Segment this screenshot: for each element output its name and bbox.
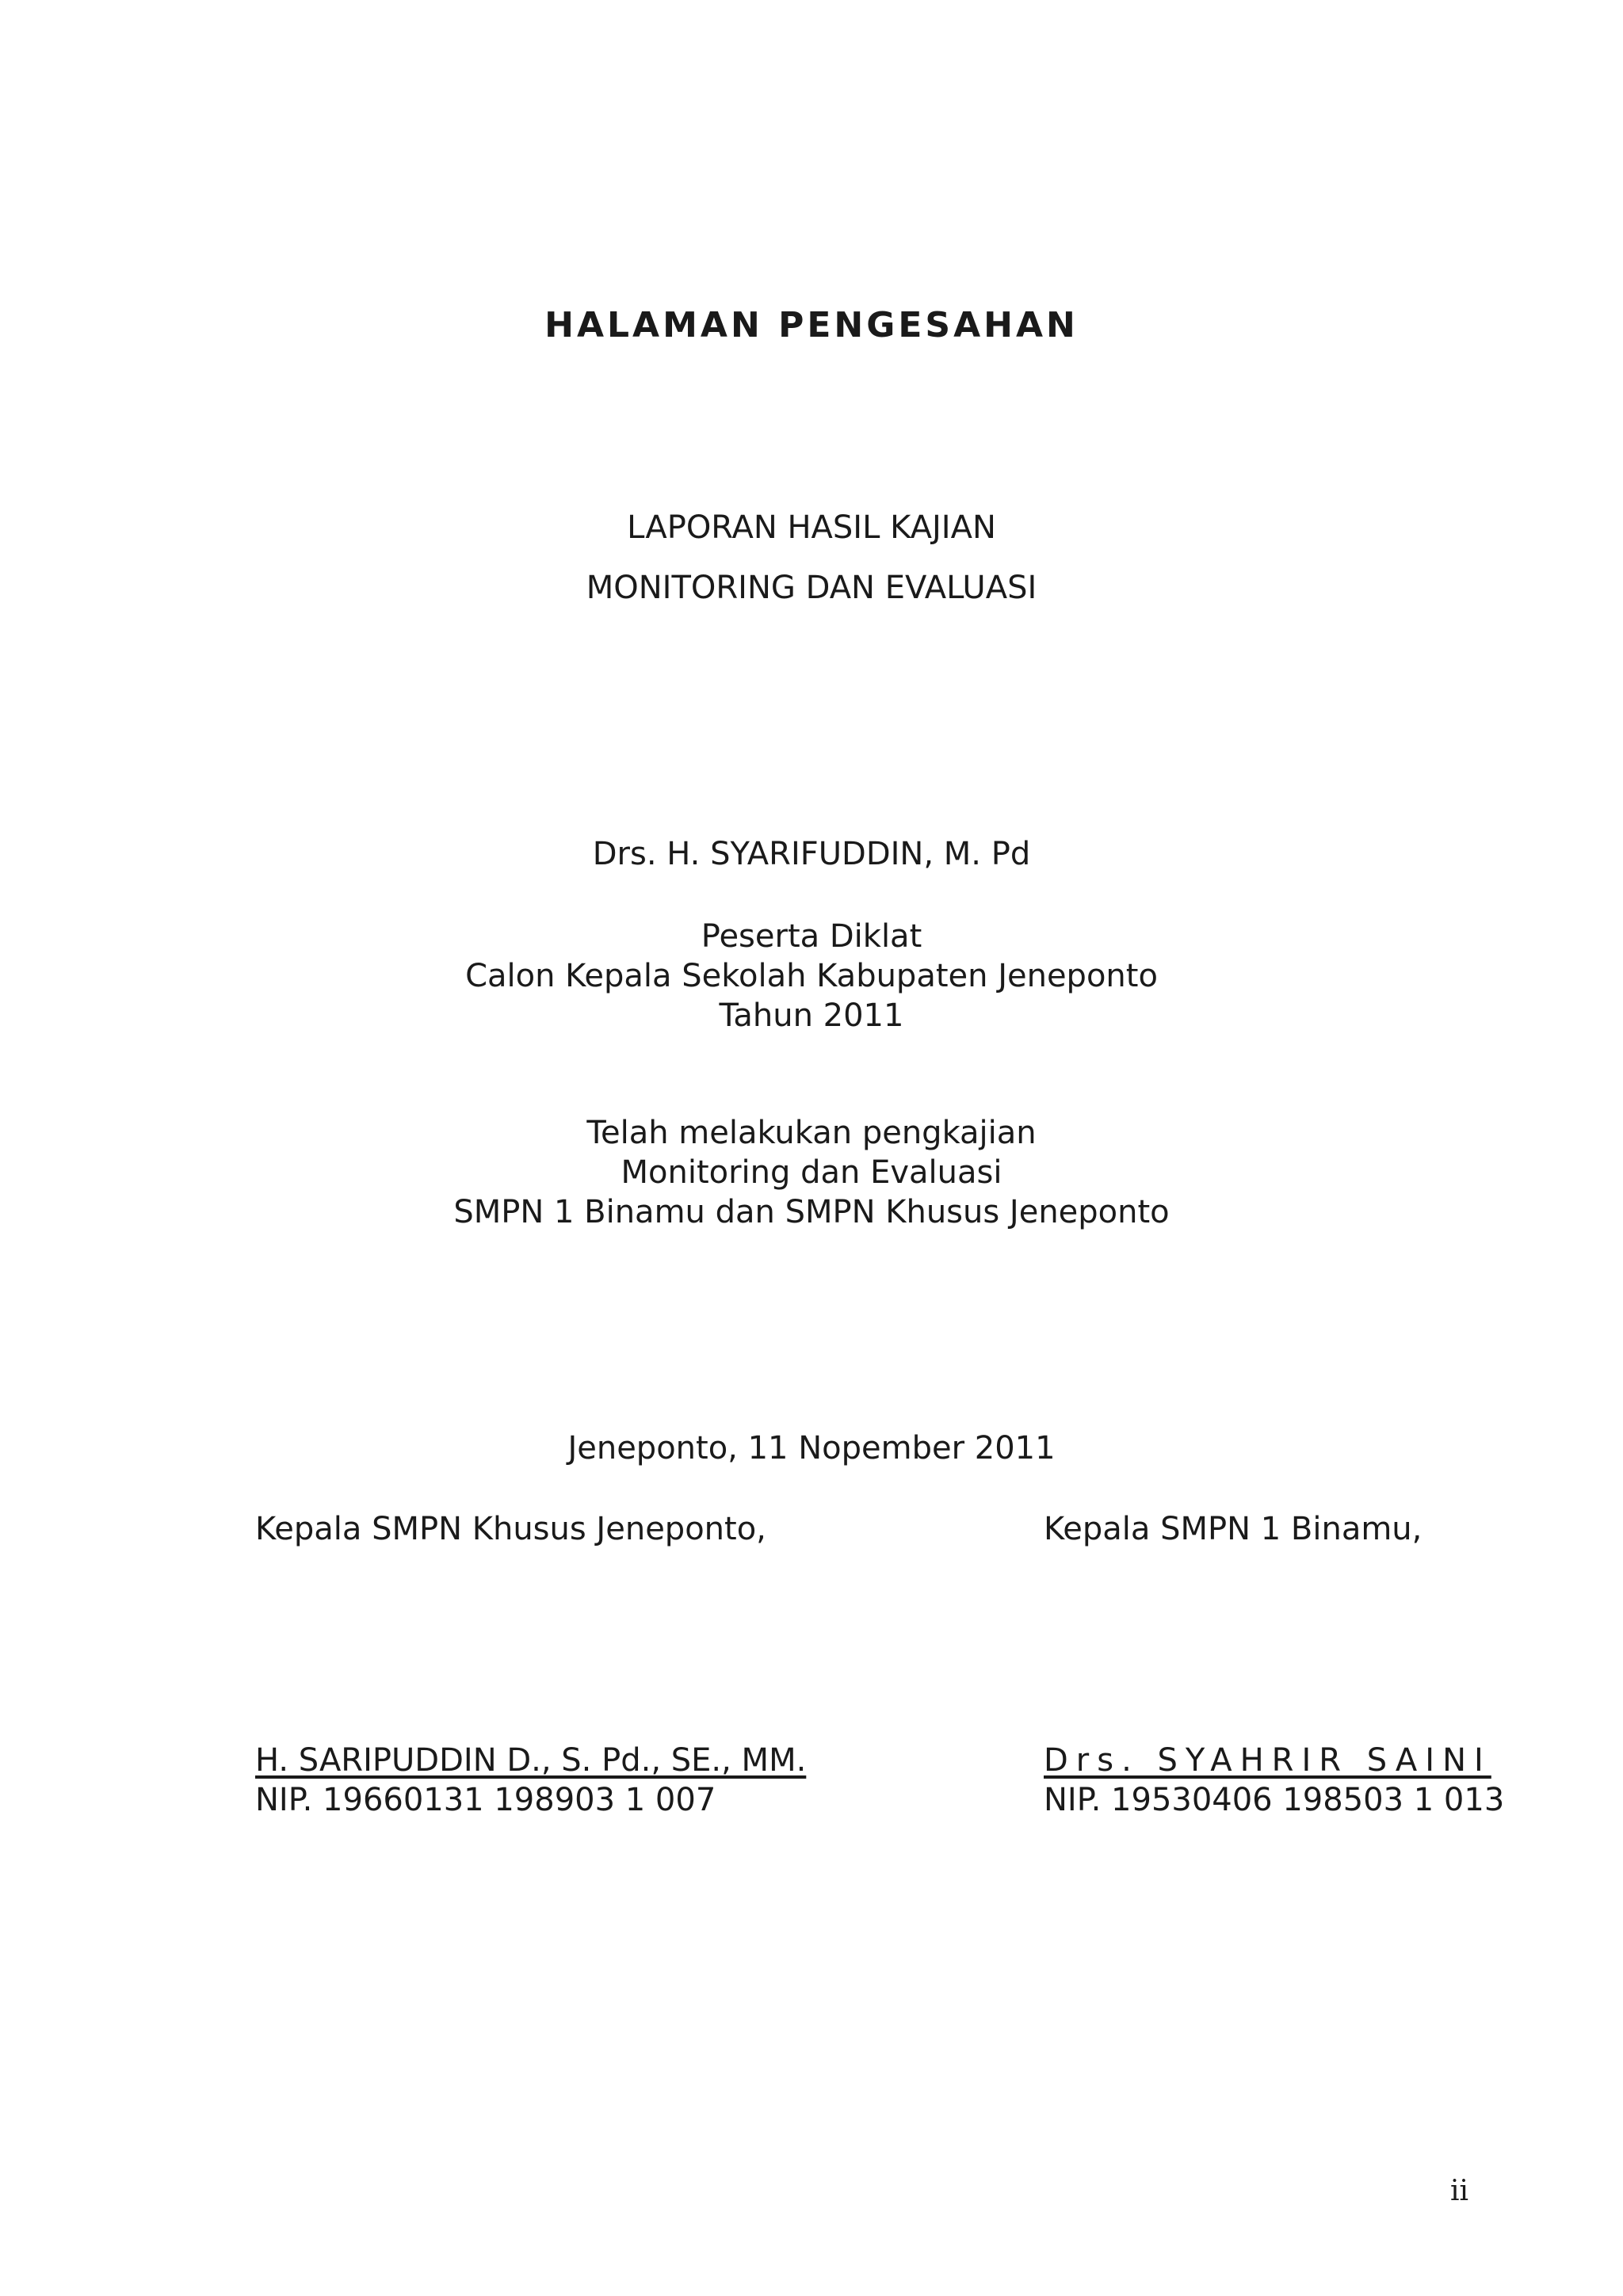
right-signatory: [1044, 1741, 1504, 1820]
right-signatory-role: Kepala SMPN 1 Binamu,: [1044, 1511, 1423, 1547]
activity-line-1: Telah melakukan pengkajian: [586, 1115, 1037, 1151]
participant-block: [0, 917, 1623, 1035]
activity-line-2: Monitoring dan Evaluasi: [621, 1154, 1002, 1191]
report-title-block: [0, 498, 1623, 618]
author-name: Drs. H. SYARIFUDDIN, M. Pd: [592, 836, 1031, 872]
activity-block: [0, 1113, 1623, 1232]
participant-line-2: Calon Kepala Sekolah Kabupaten Jeneponto: [465, 958, 1158, 994]
report-title-line-2: MONITORING DAN EVALUASI: [586, 570, 1037, 606]
participant-line-3: Tahun 2011: [719, 997, 904, 1034]
participant-line-1: Peserta Diklat: [701, 918, 922, 955]
page-number: ii: [1450, 2175, 1469, 2207]
right-signatory-name: Drs. SYAHRIR SAINI: [1044, 1742, 1491, 1779]
report-title-line-1: LAPORAN HASIL KAJIAN: [627, 509, 996, 546]
page-title: HALAMAN PENGESAHAN: [544, 305, 1079, 345]
left-signatory: [255, 1741, 806, 1820]
place-date: Jeneponto, 11 Nopember 2011: [567, 1430, 1056, 1466]
right-signatory-nip: NIP. 19530406 198503 1 013: [1044, 1782, 1505, 1818]
activity-line-3: SMPN 1 Binamu dan SMPN Khusus Jeneponto: [453, 1194, 1170, 1230]
left-signatory-nip: NIP. 19660131 198903 1 007: [255, 1782, 716, 1818]
left-signatory-role: Kepala SMPN Khusus Jeneponto,: [255, 1511, 766, 1547]
left-signatory-name: H. SARIPUDDIN D., S. Pd., SE., MM.: [255, 1742, 807, 1779]
